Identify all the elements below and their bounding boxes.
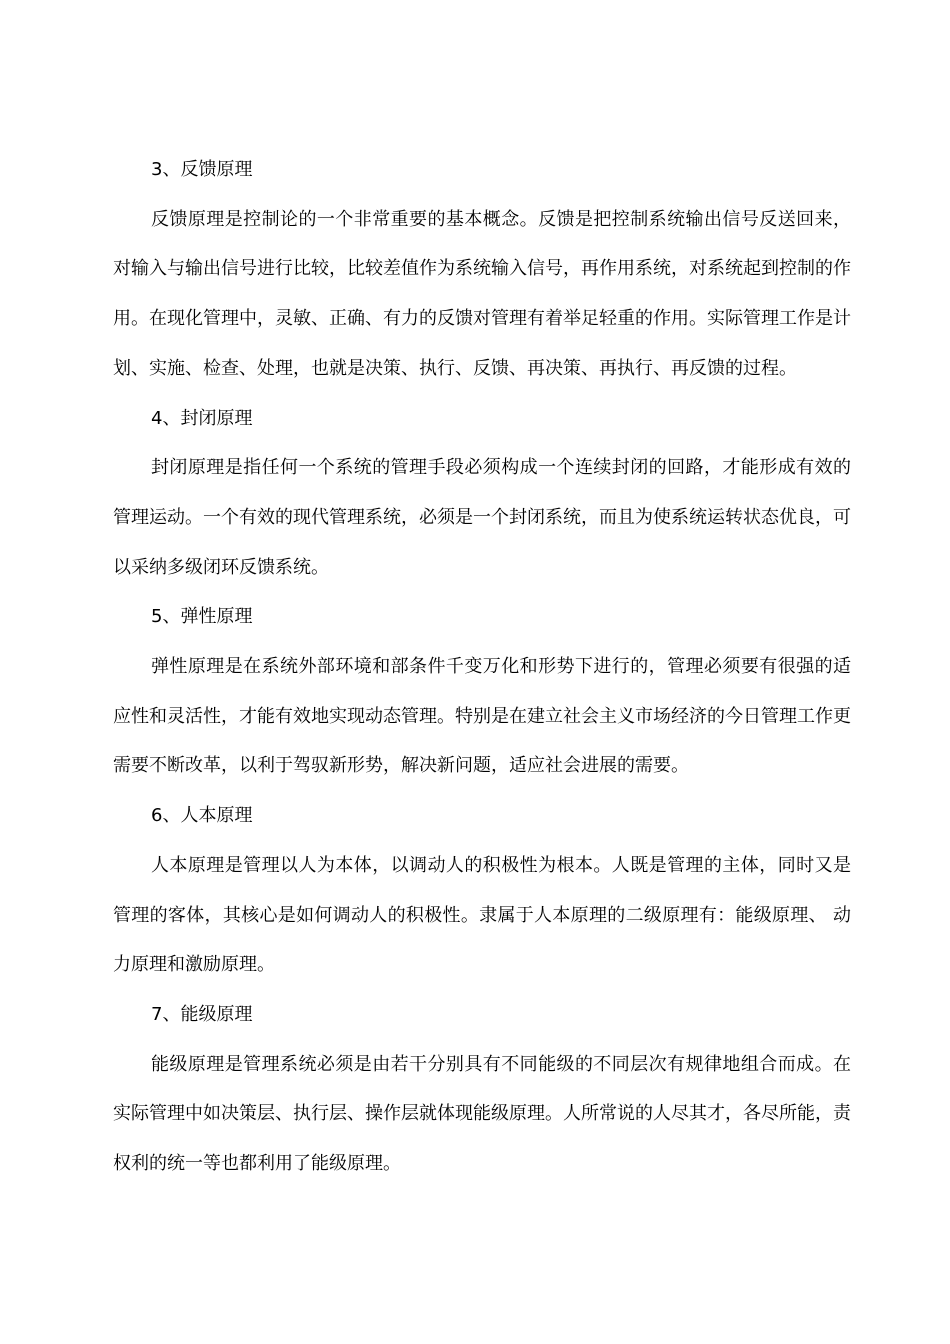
section-paragraph-feedback: 反馈原理是控制论的一个非常重要的基本概念。反馈是把控制系统输出信号反送回来，对输入与输出信号进行比较，比较差值作为系统输入信号，再作用系统，对系统起到控制的作用。在现化管理中，灵敏、正确、有力的反馈对管理有着举足轻重的作用。实际管理工作是计划、实施、检查、处理，也就是决策、执行、反馈、再决策、再执行、再反馈的过程。 (113, 208, 851, 379)
section-heading-human-oriented: 6、人本原理 (151, 805, 253, 827)
section-heading-energy-level: 7、能级原理 (151, 1003, 253, 1025)
section-paragraph-elasticity: 弹性原理是在系统外部环境和部条件千变万化和形势下进行的，管理必须要有很强的适应性和灵活性，才能有效地实现动态管理。特别是在建立社会主义市场经济的今日管理工作更需要不断改革，以利于驾驭新形势，解决新问题，适应社会进展的需要。 (113, 656, 851, 777)
section-heading-feedback: 3、反馈原理 (151, 159, 253, 180)
section-heading-elasticity: 5、弹性原理 (151, 606, 253, 628)
document-body (113, 145, 851, 1189)
section-paragraph-closure: 封闭原理是指任何一个系统的管理手段必须构成一个连续封闭的回路，才能形成有效的管理运动。一个有效的现代管理系统，必须是一个封闭系统，而且为使系统运转状态优良，可以采纳多级闭环反馈系统。 (113, 457, 851, 578)
section-heading-closure: 4、封闭原理 (151, 407, 253, 429)
section-paragraph-human-oriented: 人本原理是管理以人为本体，以调动人的积极性为根本。人既是管理的主体，同时又是管理的客体，其核心是如何调动人的积极性。隶属于人本原理的二级原理有：能级原理、 动力原理和激励原理。 (113, 854, 851, 976)
section-paragraph-energy-level: 能级原理是管理系统必须是由若干分别具有不同能级的不同层次有规律地组合而成。在实际管理中如决策层、执行层、操作层就体现能级原理。人所常说的人尽其才，各尽所能，责权利的统一等也都利用了能级原理。 (113, 1053, 851, 1175)
